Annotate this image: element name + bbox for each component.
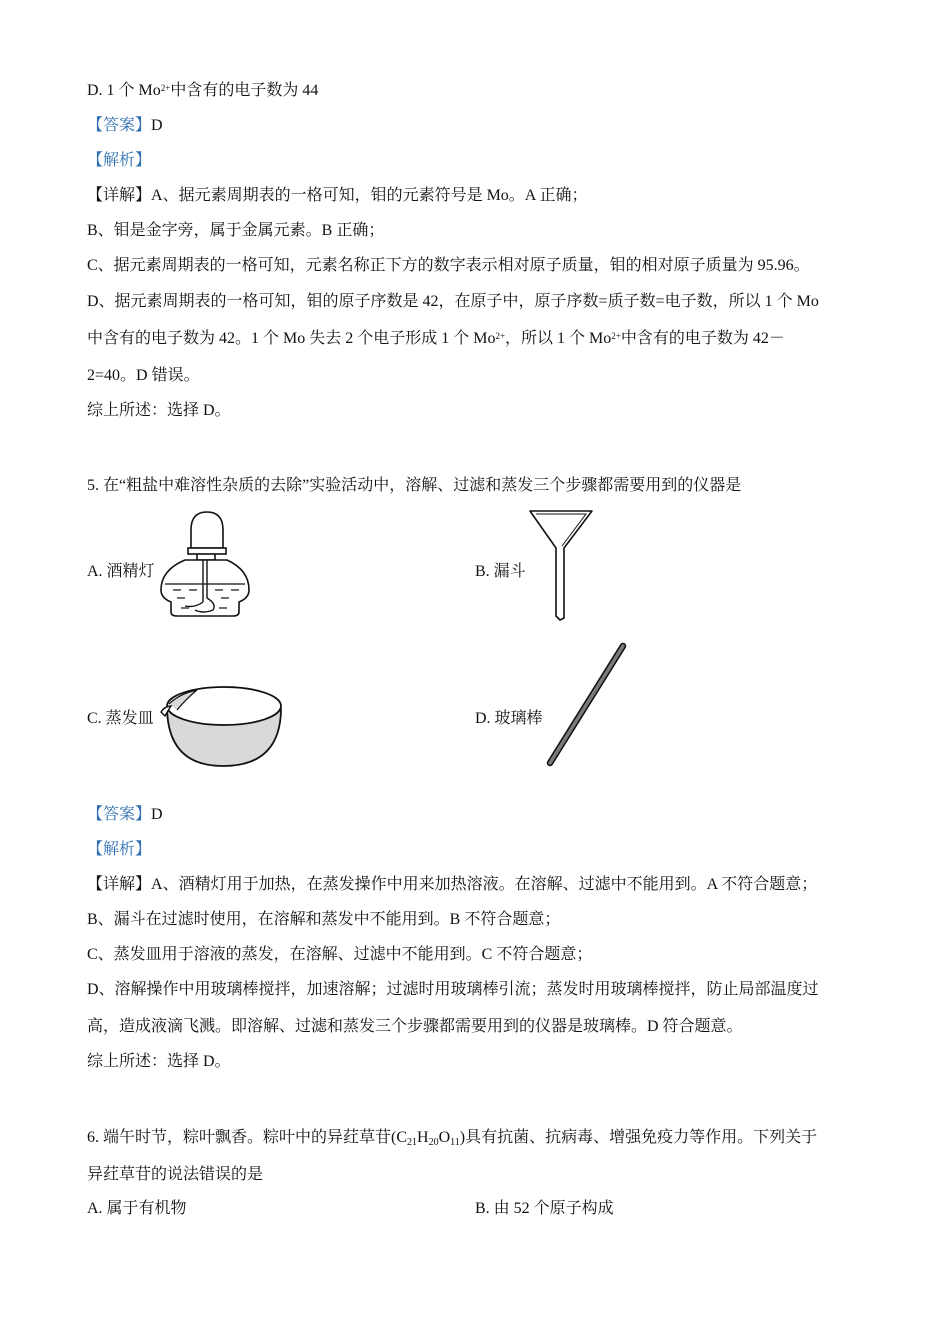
q6-stem-line1: 6. 端午时节，粽叶飘香。粽叶中的异荭草苷$(C_{21}H_{20}O_{11})$具有抗菌、抗病毒、增强免疫力等作用。下列关于 [87, 1129, 818, 1148]
q4-detail-d-line2: 中含有的电子数为 42。1 个 Mo 失去 2 个电子形成 1 个 $Mo^{2+}$，所以 1 个 $Mo^{2+}$中含有的电子数为 42－ [87, 330, 785, 347]
q6-stem-line2: 异荭草苷的说法错误的是 [87, 1166, 264, 1183]
q4-summary: 综上所述：选择 D。 [87, 402, 231, 419]
q5-detail-d-line2: 高，造成液滴飞溅。即溶解、过滤和蒸发三个步骤都需要用到的仪器是玻璃棒。D 符合题意。 [87, 1018, 743, 1035]
q4-detail-b: B、钼是金字旁，属于金属元素。B 正确； [87, 222, 385, 239]
evaporating-dish-icon [157, 682, 285, 768]
q4-detail-a: 【详解】A、据元素周期表的一格可知，钼的元素符号是 Mo。A 正确； [87, 187, 588, 204]
q4-detail-d-line3: 2=40。D 错误。 [87, 367, 200, 384]
q4-option-d: D. 1 个 $Mo^{2+}$中含有的电子数为 44 [87, 82, 319, 99]
q5-analysis-label: 【解析】 [87, 841, 152, 858]
q5-detail-c: C、蒸发皿用于溶液的蒸发，在溶解、过滤中不能用到。C 不符合题意； [87, 946, 593, 963]
q5-detail-d-line1: D、溶解操作中用玻璃棒搅拌，加速溶解；过滤时用玻璃棒引流；蒸发时用玻璃棒搅拌，防止局部温度过 [87, 981, 819, 998]
q5-option-d: D. 玻璃棒 [475, 710, 543, 727]
q6-option-a: A. 属于有机物 [87, 1200, 187, 1217]
funnel-icon [528, 508, 594, 622]
q4-answer: 【答案】D [87, 117, 163, 134]
glass-rod-icon [545, 642, 629, 768]
q5-option-b: B. 漏斗 [475, 563, 526, 580]
q5-answer: 【答案】D [87, 806, 163, 823]
q4-detail-c: C、据元素周期表的一格可知，元素名称正下方的数字表示相对原子质量，钼的相对原子质量为 95.96。 [87, 257, 810, 274]
alcohol-lamp-icon [155, 508, 255, 620]
q5-detail-a: 【详解】A、酒精灯用于加热，在蒸发操作中用来加热溶液。在溶解、过滤中不能用到。A 不符合题意； [87, 876, 818, 893]
q5-detail-b: B、漏斗在过滤时使用，在溶解和蒸发中不能用到。B 不符合题意； [87, 911, 561, 928]
q5-option-a: A. 酒精灯 [87, 563, 155, 580]
q5-option-c: C. 蒸发皿 [87, 710, 154, 727]
q6-option-b: B. 由 52 个原子构成 [475, 1200, 614, 1217]
q4-detail-d-line1: D、据元素周期表的一格可知，钼的原子序数是 42，在原子中，原子序数=质子数=电子数，所以 1 个 Mo [87, 293, 819, 310]
q4-analysis-label: 【解析】 [87, 152, 152, 169]
q5-summary: 综上所述：选择 D。 [87, 1053, 231, 1070]
q5-stem: 5. 在“粗盐中难溶性杂质的去除”实验活动中，溶解、过滤和蒸发三个步骤都需要用到的仪器是 [87, 477, 742, 494]
